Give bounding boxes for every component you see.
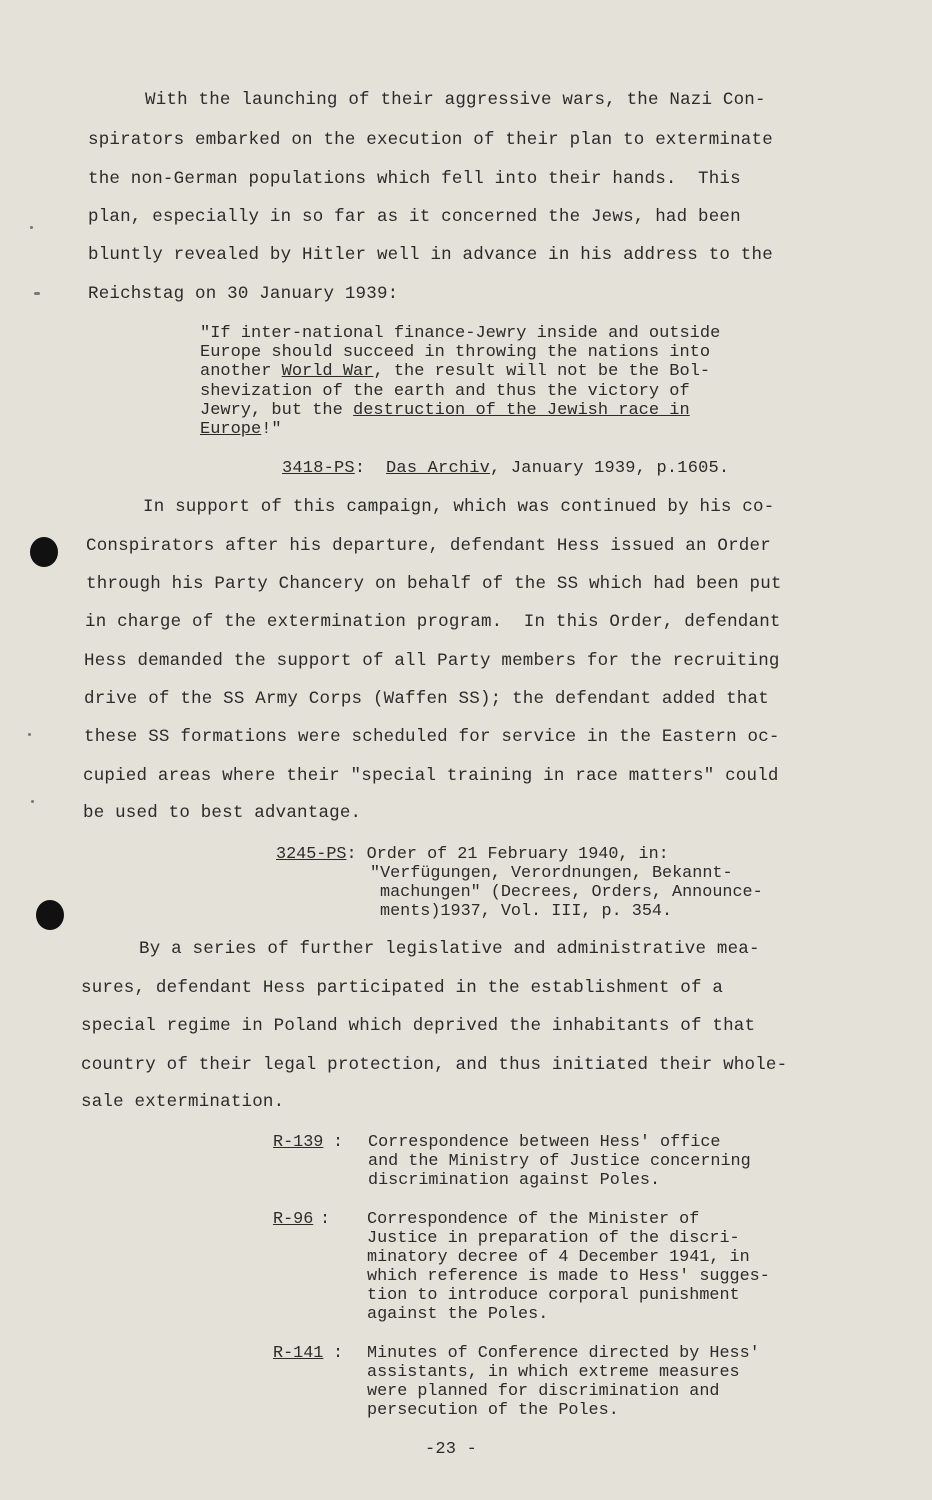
paragraph-line: cupied areas where their "special training in race matters" could <box>83 766 779 786</box>
citation-text: : Order of 21 February 1940, in: <box>346 845 669 864</box>
reference-line: which reference is made to Hess' sugges- <box>367 1267 770 1286</box>
reference-label: R-139 <box>273 1133 324 1152</box>
margin-mark <box>30 226 33 229</box>
quote-text: , the result will not be the Bol- <box>373 362 711 381</box>
reference-line: Correspondence between Hess' office <box>368 1133 721 1152</box>
quote-underlined: Europe <box>200 420 262 439</box>
quote-line <box>200 362 710 381</box>
reference-line: were planned for discrimination and <box>367 1382 720 1401</box>
paragraph-line: be used to best advantage. <box>83 803 362 823</box>
reference-line: and the Ministry of Justice concerning <box>368 1152 751 1171</box>
citation-sep: : <box>354 459 387 478</box>
paragraph-line: drive of the SS Army Corps (Waffen SS); the defendant added that <box>84 689 769 709</box>
reference-line: minatory decree of 4 December 1941, in <box>367 1248 750 1267</box>
citation-line: "Verfügungen, Verordnungen, Bekannt- <box>370 864 733 883</box>
citation-line: ments)1937, Vol. III, p. 354. <box>380 902 673 921</box>
reference-label: R-141 <box>273 1344 324 1363</box>
quote-line: "If inter-national finance-Jewry inside and outside <box>200 324 721 343</box>
quote-line <box>200 420 282 439</box>
paragraph-line: sale extermination. <box>81 1092 285 1112</box>
reference-line: assistants, in which extreme measures <box>367 1363 740 1382</box>
margin-mark <box>31 800 34 803</box>
paragraph-line: Conspirators after his departure, defendant Hess issued an Order <box>86 536 771 556</box>
paragraph-line: the non-German populations which fell into their hands. This <box>88 169 741 189</box>
paragraph-line: sures, defendant Hess participated in the establishment of a <box>81 978 724 998</box>
reference-line: discrimination against Poles. <box>368 1171 661 1190</box>
margin-mark <box>28 733 31 736</box>
reference-line: persecution of the Poles. <box>367 1401 619 1420</box>
citation-line: machungen" (Decrees, Orders, Announce- <box>380 883 763 902</box>
citation-line <box>276 845 669 864</box>
reference-label: R-96 <box>273 1210 314 1229</box>
reference-line: Justice in preparation of the discri- <box>367 1229 740 1248</box>
margin-mark <box>34 292 40 295</box>
paragraph-line: plan, especially in so far as it concerned the Jews, had been <box>88 207 741 227</box>
citation-ref: 3245-PS <box>276 845 347 864</box>
paragraph-line: through his Party Chancery on behalf of the SS which had been put <box>86 574 782 594</box>
quote-line <box>200 401 690 420</box>
reference-line: Correspondence of the Minister of <box>367 1210 700 1229</box>
page-number: -23 - <box>425 1440 478 1459</box>
citation-ref: 3418-PS <box>282 459 355 478</box>
reference-line: against the Poles. <box>367 1305 549 1324</box>
reference-colon: : <box>320 1210 331 1229</box>
paragraph-line: bluntly revealed by Hitler well in advance in his address to the <box>88 245 773 265</box>
paragraph-line: By a series of further legislative and administrative mea- <box>139 939 760 959</box>
citation-rest: , January 1939, p.1605. <box>490 459 730 478</box>
paragraph-line: In support of this campaign, which was continued by his co- <box>143 497 775 517</box>
quote-text: !" <box>261 420 282 439</box>
reference-line: tion to introduce corporal punishment <box>367 1286 740 1305</box>
quote-line: Europe should succeed in throwing the nations into <box>200 343 711 362</box>
paragraph-line: With the launching of their aggressive wars, the Nazi Con- <box>145 90 766 110</box>
punch-hole-bottom <box>36 900 64 930</box>
quote-underlined: World War <box>281 362 374 381</box>
quote-text: Jewry, but the <box>200 401 354 420</box>
reference-colon: : <box>333 1344 344 1363</box>
paragraph-line: special regime in Poland which deprived the inhabitants of that <box>81 1016 756 1036</box>
reference-line: Minutes of Conference directed by Hess' <box>367 1344 760 1363</box>
reference-colon: : <box>333 1133 344 1152</box>
citation-source: Das Archiv <box>386 459 491 478</box>
paragraph-line: in charge of the extermination program. In this Order, defendant <box>85 612 781 632</box>
paragraph-line: Reichstag on 30 January 1939: <box>88 284 399 304</box>
punch-hole-top <box>30 537 58 567</box>
quote-underlined: destruction of the Jewish race in <box>353 401 690 420</box>
citation-3418-ps <box>282 459 729 478</box>
paragraph-line: country of their legal protection, and thus initiated their whole- <box>81 1055 788 1075</box>
paragraph-line: these SS formations were scheduled for service in the Eastern oc- <box>84 727 780 747</box>
paragraph-line: spirators embarked on the execution of their plan to exterminate <box>88 130 773 150</box>
quote-line: shevization of the earth and thus the victory of <box>200 382 690 401</box>
paragraph-line: Hess demanded the support of all Party members for the recruiting <box>84 651 780 671</box>
quote-text: another <box>200 362 282 381</box>
